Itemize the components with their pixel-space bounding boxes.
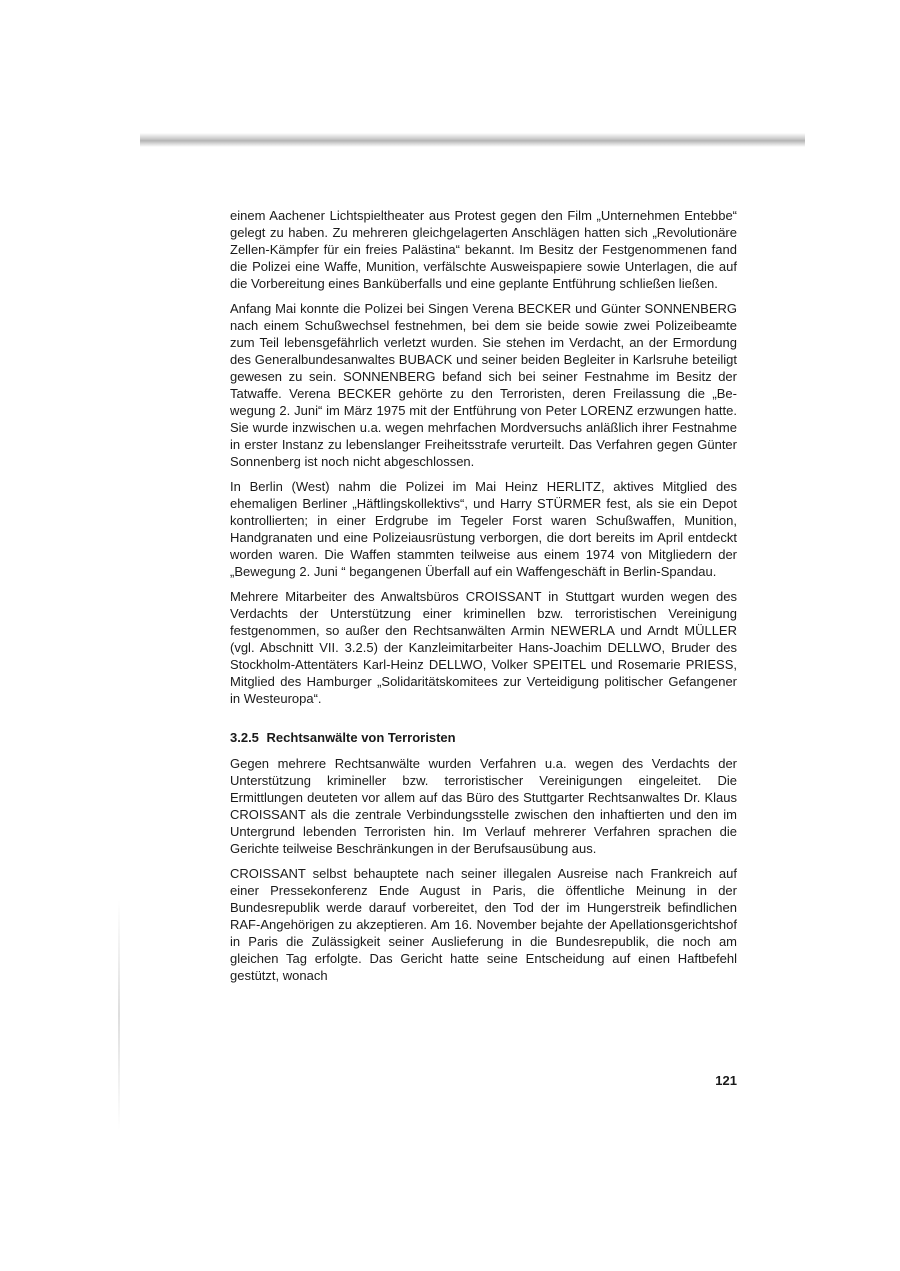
section-heading — [230, 729, 737, 746]
page-number: 121 — [715, 1073, 737, 1088]
section-paragraph-2: CROISSANT selbst behauptete nach seiner illegalen Ausreise nach Frankreich auf einer Pressekonferenz Ende August in Paris, die öffentliche Meinung in der Bundesrepublik werde darauf vorbereitet, den Tod der im Hungerstreik befindlichen RAF-Angehörigen zu akzeptieren. Am 16. November bejahte der Apellationsgerichtshof in Paris die Zulässigkeit seiner Auslieferung in die Bundesrepublik, die noch am gleichen Tag erfolgte. Das Gericht hatte seine Entscheidung auf einen Haftbefehl gestützt, wonach — [230, 866, 737, 983]
section-title: Rechtsanwälte von Terroristen — [266, 730, 456, 745]
section-number: 3.2.5 — [230, 730, 259, 745]
paragraph-3: In Berlin (West) nahm die Polizei im Mai Heinz HERLITZ, aktives Mitglied des ehemaligen Berliner „Häftlingskollektivs“, und Harry STÜRMER fest, als sie ein Depot kontrollierten; in einer Erdgrube im Tegeler Forst waren Schußwaffen, Munition, Handgranaten und eine Polizeiausrüstung verborgen, die dort bereits im April entdeckt worden waren. Die Waffen stammten teilweise aus einem 1974 von Mitgliedern der „Bewegung 2. Juni “ begangenen Überfall auf ein Waffengeschäft in Berlin-Spandau. — [230, 479, 737, 579]
page-body — [230, 207, 737, 992]
section-paragraph-1: Gegen mehrere Rechtsanwälte wurden Verfahren u.a. wegen des Verdachts der Unterstützung krimineller bzw. terroristischer Vereinigungen eingeleitet. Die Ermittlungen deuteten vor allem auf das Büro des Stuttgarter Rechtsanwaltes Dr. Klaus CROISSANT als die zentrale Verbindungsstelle zwischen den inhaftierten und den im Untergrund lebenden Terroristen hin. Im Verlauf mehrerer Verfahren sprachen die Gerichte teilweise Beschränkungen in der Berufsausübung aus. — [230, 756, 737, 856]
paragraph-2: Anfang Mai konnte die Polizei bei Singen Verena BECKER und Günter SONNENBERG nach einem Schußwechsel festnehmen, bei dem sie beide sowie zwei Polizeibeamte zum Teil lebensgefährlich verletzt wurden. Sie stehen im Verdacht, an der Ermordung des Generalbundesanwaltes BUBACK und seiner beiden Begleiter in Karlsruhe beteiligt gewesen zu sein. SONNENBERG befand sich bei seiner Festnahme im Besitz der Tatwaffe. Verena BECKER gehörte zu den Terroristen, deren Freilassung die „Bewegung 2. Juni“ im März 1975 mit der Entführung von Peter LORENZ erzwungen hatte. Sie wurde inzwischen u.a. wegen mehrfachen Mordversuchs anläßlich ihrer Festnahme in erster Instanz zu lebenslanger Freiheitsstrafe verurteilt. Das Verfahren gegen Günter Sonnenberg ist noch nicht abgeschlossen. — [230, 301, 737, 469]
scan-margin-shadow — [118, 900, 120, 1130]
paragraph-4: Mehrere Mitarbeiter des Anwaltsbüros CROISSANT in Stuttgart wurden wegen des Verdachts der Unterstützung einer kriminellen bzw. terroristischen Vereinigung festgenommen, so außer den Rechtsanwälten Armin NEWERLA und Arndt MÜLLER (vgl. Abschnitt VII. 3.2.5) der Kanzleimitarbeiter Hans-Joachim DELLWO, Bruder des Stockholm-Attentäters Karl-Heinz DELLWO, Volker SPEITEL und Rosemarie PRIESS, Mitglied des Hamburger „Solidaritätskomitees zur Verteidigung politischer Gefangener in Westeuropa“. — [230, 589, 737, 706]
scan-edge-shadow — [140, 133, 805, 147]
paragraph-1: einem Aachener Lichtspieltheater aus Protest gegen den Film „Unternehmen Entebbe“ gelegt zu haben. Zu mehreren gleichgelagerten Anschlägen hatten sich „Revolutionäre Zellen-Kämpfer für ein freies Palästina“ bekannt. Im Besitz der Festgenommenen fand die Polizei eine Waffe, Munition, verfälschte Ausweispapiere sowie Unterlagen, die auf die Vorbereitung eines Banküberfalls und eine geplante Entführung schließen ließen. — [230, 208, 737, 291]
